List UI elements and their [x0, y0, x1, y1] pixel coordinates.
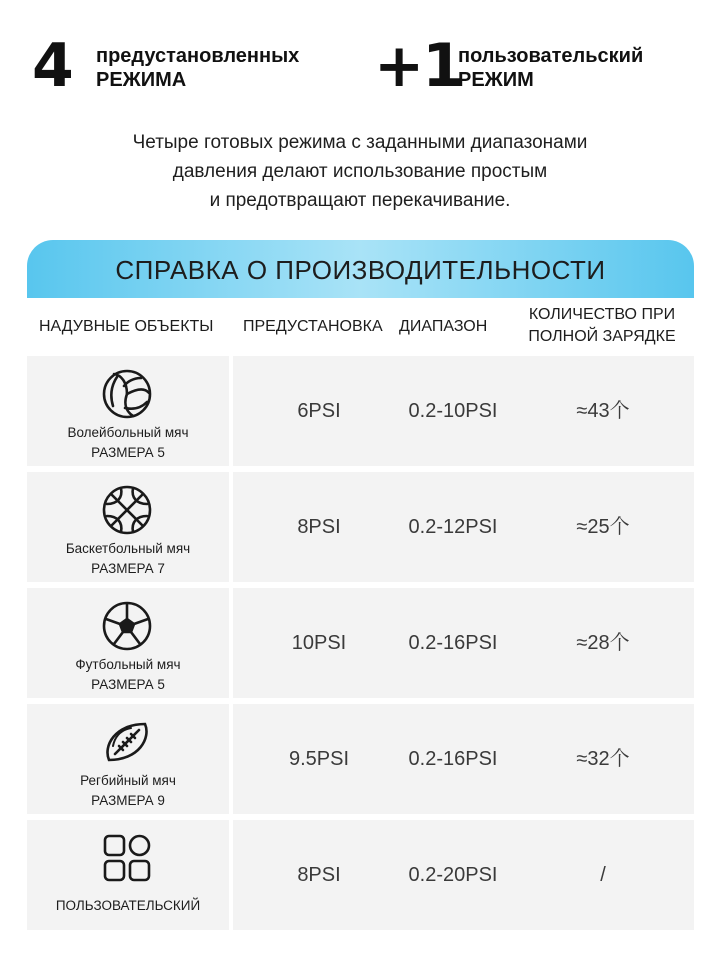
table-row [27, 704, 694, 814]
object-cell [27, 820, 229, 930]
values-cell [233, 356, 694, 466]
header-range: ДИАПАЗОН [399, 318, 488, 335]
description-line: и предотвращают перекачивание. [209, 190, 511, 211]
count-value: ≈43个 [576, 400, 630, 422]
custom-caption [458, 44, 643, 92]
header-count [517, 304, 687, 348]
header-preset: ПРЕДУСТАНОВКА [243, 318, 383, 335]
header-count-line2: ПОЛНОЙ ЗАРЯДКЕ [528, 328, 676, 345]
count-value: ≈32个 [576, 748, 630, 770]
basketball-icon [101, 484, 153, 536]
hero-header [0, 31, 720, 101]
object-name: ПОЛЬЗОВАТЕЛЬСКИЙ [55, 898, 201, 913]
volleyball-icon [101, 368, 153, 420]
description-line: Четыре готовых режима с заданными диапазонами [132, 132, 588, 153]
range-value: 0.2-16PSI [408, 632, 498, 654]
table-row [27, 356, 694, 466]
custom-caption-line2: РЕЖИМ [458, 69, 534, 91]
header-objects: НАДУВНЫЕ ОБЪЕКТЫ [39, 318, 214, 335]
object-cell [27, 472, 229, 582]
count-value: / [600, 864, 606, 886]
values-cell [233, 820, 694, 930]
count-value: ≈25个 [576, 516, 630, 538]
values-cell [233, 704, 694, 814]
preset-caption-line1: предустановленных [96, 45, 300, 67]
custom-grid-icon [101, 832, 153, 884]
custom-caption-line1: пользовательский [458, 45, 644, 67]
count-value: ≈28个 [576, 632, 630, 654]
preset-value: 9.5PSI [288, 748, 350, 770]
object-size: РАЗМЕРА 7 [91, 561, 165, 576]
values-cell [233, 472, 694, 582]
range-value: 0.2-10PSI [408, 400, 498, 422]
table-title: СПРАВКА О ПРОИЗВОДИТЕЛЬНОСТИ [115, 255, 606, 285]
preset-caption [96, 44, 299, 92]
preset-value: 6PSI [297, 400, 341, 422]
preset-value: 8PSI [297, 516, 341, 538]
object-name: Регбийный мяч [80, 773, 176, 788]
preset-value: 8PSI [297, 864, 341, 886]
object-cell [27, 356, 229, 466]
custom-count: +1 [374, 31, 463, 101]
description-line: давления делают использование простым [172, 161, 548, 182]
rugby-ball-icon [101, 716, 153, 768]
preset-count: 4 [32, 31, 72, 101]
object-size: РАЗМЕРА 5 [91, 677, 165, 692]
preset-value: 10PSI [291, 632, 347, 654]
object-size: РАЗМЕРА 9 [91, 793, 165, 808]
range-value: 0.2-16PSI [408, 748, 498, 770]
object-name: Волейбольный мяч [67, 425, 189, 440]
table-row [27, 472, 694, 582]
object-cell [27, 588, 229, 698]
table-header [27, 298, 694, 352]
object-name: Баскетбольный мяч [65, 541, 191, 556]
range-value: 0.2-20PSI [408, 864, 498, 886]
object-name: Футбольный мяч [75, 657, 181, 672]
table-row [27, 588, 694, 698]
description [0, 128, 720, 215]
header-count-line1: КОЛИЧЕСТВО ПРИ [528, 306, 676, 323]
object-cell [27, 704, 229, 814]
range-value: 0.2-12PSI [408, 516, 498, 538]
preset-caption-line2: РЕЖИМА [96, 69, 187, 91]
soccer-ball-icon [101, 600, 153, 652]
values-cell [233, 588, 694, 698]
object-size: РАЗМЕРА 5 [91, 445, 165, 460]
table-row [27, 820, 694, 930]
